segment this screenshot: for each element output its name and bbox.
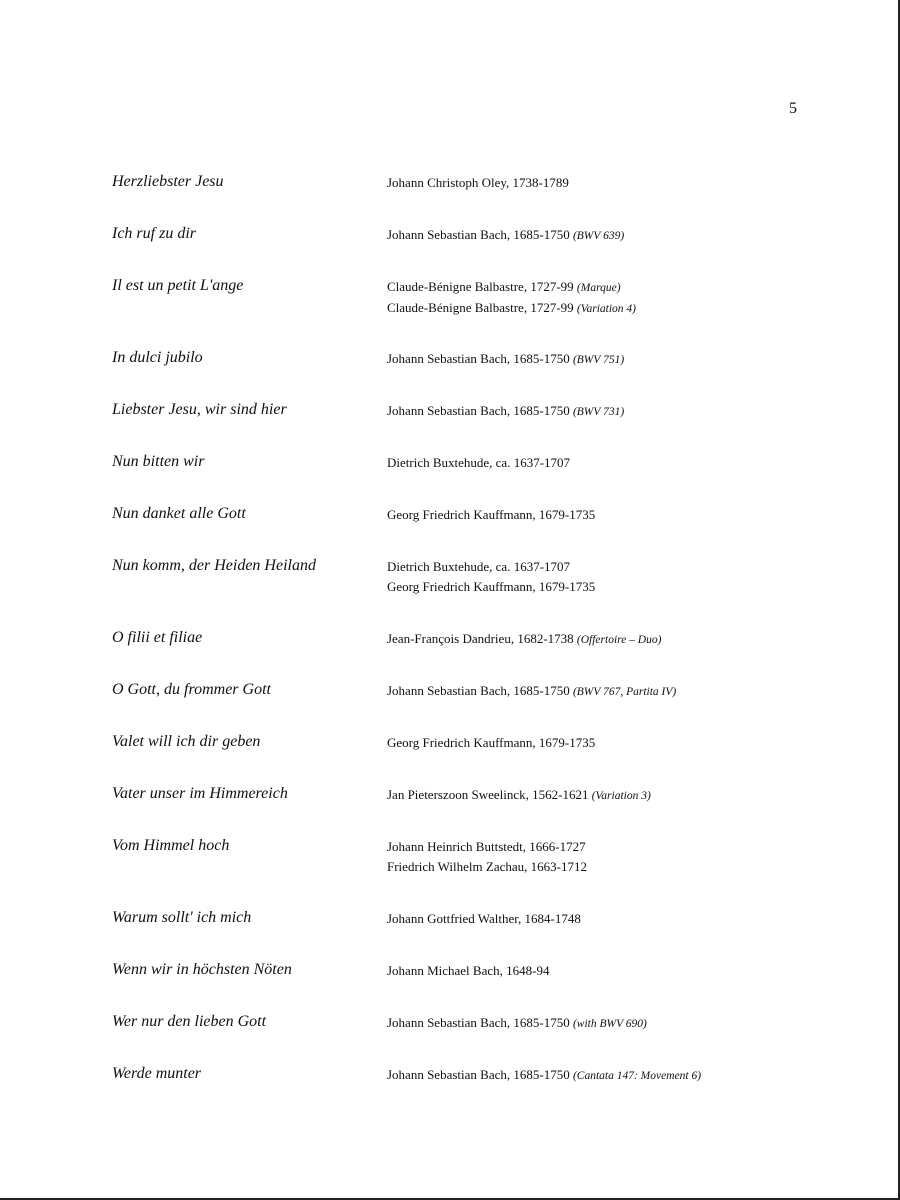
composer-list (387, 782, 812, 806)
composer-name: Johann Heinrich Buttstedt, 1666-1727 (387, 839, 586, 854)
work-note: (Offertoire – Duo) (576, 634, 662, 646)
composer-line (387, 277, 812, 298)
composer-list (387, 222, 812, 246)
hymn-title: Vater unser im Himmereich (112, 785, 288, 802)
composer-list (387, 554, 812, 597)
composer-line (387, 1013, 812, 1034)
composer-line (387, 225, 812, 246)
list-item (112, 398, 812, 450)
composer-name: Georg Friedrich Kauffmann, 1679-1735 (387, 507, 596, 522)
hymn-title: Nun bitten wir (112, 453, 205, 470)
composer-line (387, 401, 812, 422)
composer-line (387, 557, 812, 577)
hymn-title: Vom Himmel hoch (112, 837, 230, 854)
list-item (112, 554, 812, 626)
composer-name: Claude-Bénigne Balbastre, 1727-99 (387, 300, 574, 315)
composer-name: Johann Sebastian Bach, 1685-1750 (387, 683, 570, 698)
composer-line (387, 173, 812, 193)
hymn-title: In dulci jubilo (112, 349, 203, 366)
composer-list (387, 274, 812, 319)
composer-line (387, 733, 812, 753)
list-item (112, 678, 812, 730)
composer-name: Johann Sebastian Bach, 1685-1750 (387, 1067, 570, 1082)
composer-line (387, 298, 812, 319)
composer-name: Johann Michael Bach, 1648-94 (387, 963, 550, 978)
work-note: (BWV 731) (572, 406, 625, 418)
work-note: (with BWV 690) (572, 1018, 647, 1030)
list-item (112, 782, 812, 834)
composer-list (387, 398, 812, 422)
composer-name: Georg Friedrich Kauffmann, 1679-1735 (387, 579, 596, 594)
list-item (112, 1062, 812, 1114)
composer-name: Johann Sebastian Bach, 1685-1750 (387, 1015, 570, 1030)
list-item (112, 450, 812, 502)
composer-name: Johann Sebastian Bach, 1685-1750 (387, 227, 570, 242)
hymn-title: O Gott, du frommer Gott (112, 681, 271, 698)
composer-name: Johann Christoph Oley, 1738-1789 (387, 175, 569, 190)
composer-list (387, 170, 812, 193)
list-item (112, 958, 812, 1010)
hymn-title: Liebster Jesu, wir sind hier (112, 401, 287, 418)
composer-line (387, 349, 812, 370)
hymn-title: Il est un petit L'ange (112, 277, 244, 294)
contents-list (112, 170, 812, 1114)
composer-list (387, 678, 812, 702)
work-note: (Cantata 147: Movement 6) (572, 1070, 702, 1082)
composer-line (387, 505, 812, 525)
composer-line (387, 1065, 812, 1086)
composer-list (387, 346, 812, 370)
composer-list (387, 626, 812, 650)
list-item (112, 346, 812, 398)
list-item (112, 1010, 812, 1062)
list-item (112, 834, 812, 906)
list-item (112, 730, 812, 782)
composer-list (387, 1062, 812, 1086)
composer-line (387, 909, 812, 929)
composer-line (387, 681, 812, 702)
composer-name: Jean-François Dandrieu, 1682-1738 (387, 631, 574, 646)
work-note: (BWV 767, Partita IV) (572, 686, 677, 698)
composer-name: Johann Sebastian Bach, 1685-1750 (387, 403, 570, 418)
composer-name: Jan Pieterszoon Sweelinck, 1562-1621 (387, 787, 589, 802)
list-item (112, 222, 812, 274)
composer-list (387, 958, 812, 981)
composer-name: Georg Friedrich Kauffmann, 1679-1735 (387, 735, 596, 750)
hymn-title: Wenn wir in höchsten Nöten (112, 961, 292, 978)
work-note: (Marque) (576, 282, 621, 294)
composer-line (387, 961, 812, 981)
composer-name: Dietrich Buxtehude, ca. 1637-1707 (387, 559, 571, 574)
hymn-title: Herzliebster Jesu (112, 173, 224, 190)
composer-list (387, 906, 812, 929)
composer-name: Claude-Bénigne Balbastre, 1727-99 (387, 279, 574, 294)
composer-name: Dietrich Buxtehude, ca. 1637-1707 (387, 455, 571, 470)
hymn-title: Werde munter (112, 1065, 202, 1082)
list-item (112, 274, 812, 346)
page-number: 5 (789, 100, 797, 117)
composer-line (387, 837, 812, 857)
hymn-title: Wer nur den lieben Gott (112, 1013, 267, 1030)
composer-name: Johann Sebastian Bach, 1685-1750 (387, 351, 570, 366)
composer-list (387, 730, 812, 753)
composer-name: Friedrich Wilhelm Zachau, 1663-1712 (387, 859, 587, 874)
composer-list (387, 1010, 812, 1034)
composer-line (387, 453, 812, 473)
composer-list (387, 450, 812, 473)
list-item (112, 906, 812, 958)
work-note: (Variation 3) (591, 790, 651, 802)
hymn-title: Nun komm, der Heiden Heiland (112, 557, 316, 574)
work-note: (BWV 639) (572, 230, 625, 242)
composer-line (387, 785, 812, 806)
hymn-title: Nun danket alle Gott (112, 505, 246, 522)
hymn-title: Ich ruf zu dir (112, 225, 196, 242)
composer-line (387, 629, 812, 650)
hymn-title: O filii et filiae (112, 629, 203, 646)
composer-list (387, 502, 812, 525)
list-item (112, 626, 812, 678)
work-note: (Variation 4) (576, 303, 637, 315)
composer-list (387, 834, 812, 877)
composer-line (387, 577, 812, 597)
hymn-title: Valet will ich dir geben (112, 733, 261, 750)
list-item (112, 502, 812, 554)
list-item (112, 170, 812, 222)
composer-name: Johann Gottfried Walther, 1684-1748 (387, 911, 581, 926)
composer-line (387, 857, 812, 877)
hymn-title: Warum sollt' ich mich (112, 909, 252, 926)
work-note: (BWV 751) (572, 354, 625, 366)
